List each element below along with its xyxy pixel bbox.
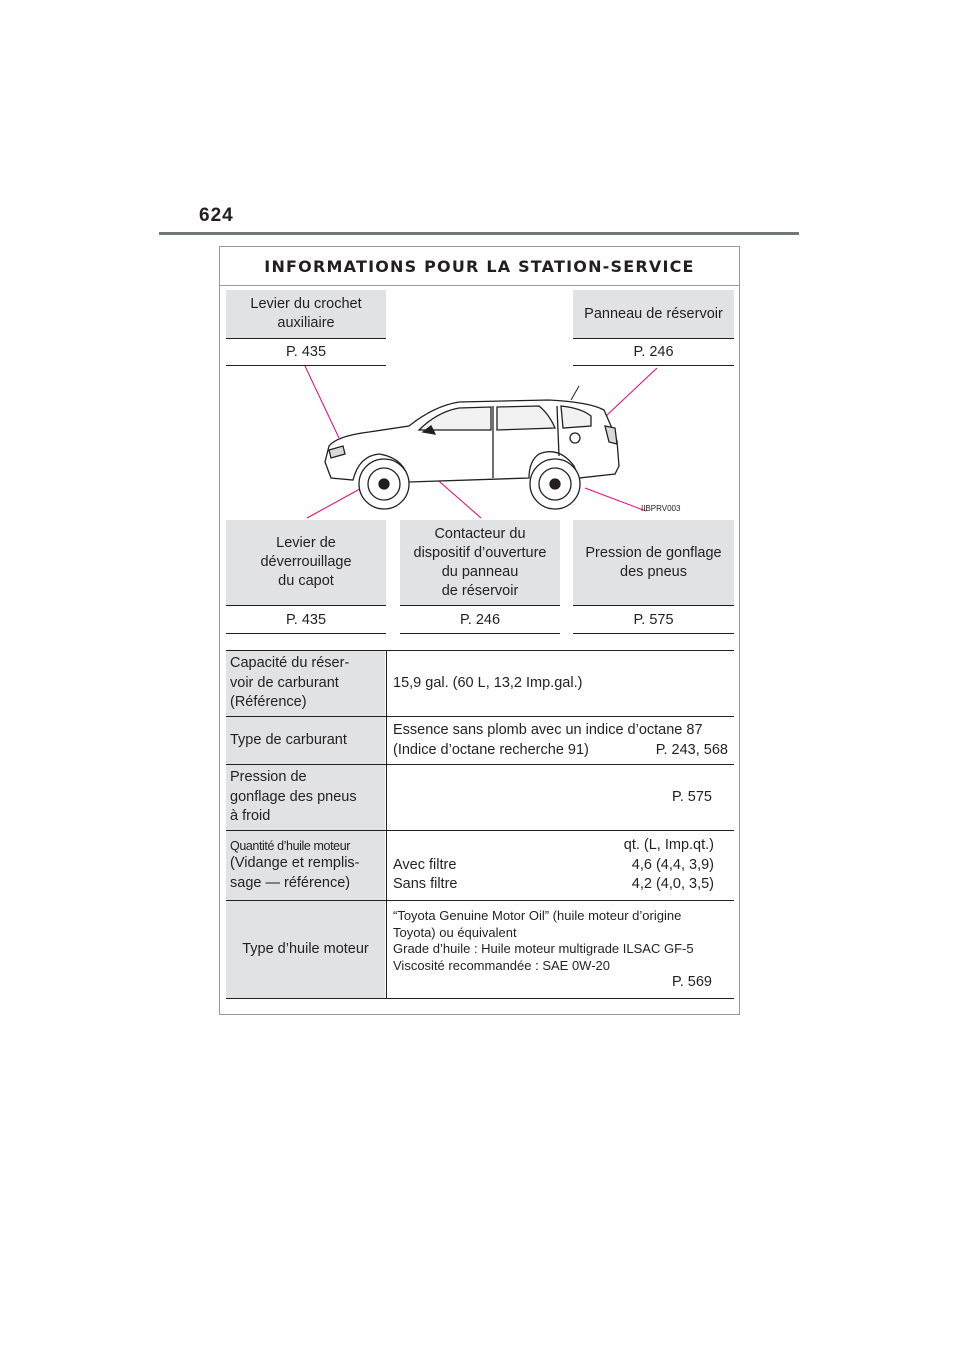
header-rule [159, 232, 799, 235]
oil-type-page: P. 569 [671, 974, 712, 991]
oil-without-filter-value: 4,2 (4,0, 3,5) [631, 876, 714, 893]
oil-with-filter-value: 4,6 (4,4, 3,9) [631, 856, 714, 873]
callout-fuel-door-label: Panneau de réservoir [573, 290, 734, 338]
car-body [325, 386, 619, 509]
tire-pressure-label: Pression de gonflage des pneus à froid [226, 765, 386, 830]
callout-tire-pressure-page: P. 575 [573, 606, 734, 634]
fuel-type-value-line2: (Indice d’octane recherche 91) [393, 741, 589, 758]
fuel-type-page: P. 243, 568 [655, 741, 728, 758]
oil-without-filter-label: Sans filtre [393, 876, 458, 893]
table-row-fuel-capacity [226, 651, 734, 717]
table-row-fuel-type [226, 717, 734, 765]
tire-pressure-page: P. 575 [671, 788, 712, 805]
frame-title: INFORMATIONS POUR LA STATION-SERVICE [264, 256, 695, 276]
oil-with-filter-label: Avec filtre [393, 856, 457, 873]
callout-tire-pressure-label: Pression de gonflage des pneus [573, 520, 734, 606]
oil-type-line2: Toyota) ou équivalent [393, 924, 517, 940]
spec-table [226, 650, 734, 999]
oil-type-label: Type d’huile moteur [226, 901, 386, 998]
callout-hook-lever-label: Levier du crochet auxiliaire [226, 290, 386, 338]
table-row-oil-quantity [226, 831, 734, 901]
fuel-capacity-label: Capacité du réser- voir de carburant (Référence) [226, 651, 386, 716]
oil-type-line1: “Toyota Genuine Motor Oil” (huile moteur d’origine [393, 908, 682, 924]
page-number: 624 [199, 205, 234, 226]
oil-type-line3: Grade d’huile : Huile moteur multigrade ILSAC GF-5 [393, 941, 694, 957]
fuel-type-label: Type de carburant [226, 717, 386, 764]
table-row-tire-pressure [226, 765, 734, 831]
callout-hood-release-page: P. 435 [226, 606, 386, 634]
oil-quantity-label: (Vidange et remplis- sage — référence) [230, 855, 360, 891]
table-row-oil-type [226, 901, 734, 999]
callout-fuel-door-switch-page: P. 246 [400, 606, 560, 634]
oil-quantity-label-title: Quantité d’huile moteur [230, 838, 351, 853]
frame-title-bar [220, 247, 739, 286]
callout-hood-release-label: Levier de déverrouillage du capot [226, 520, 386, 606]
fuel-type-value-line1: Essence sans plomb avec un indice d’octane 87 [393, 722, 703, 738]
figure-code: IIBPRV003 [641, 504, 681, 513]
callout-fuel-door-switch-label: Contacteur du dispositif d’ouverture du panneau de réservoir [400, 520, 560, 606]
oil-quantity-unit: qt. (L, Imp.qt.) [623, 837, 714, 854]
oil-type-line4: Viscosité recommandée : SAE 0W-20 [393, 957, 611, 973]
callout-fuel-door-page: P. 246 [573, 338, 734, 366]
fuel-capacity-value: 15,9 gal. (60 L, 13,2 Imp.gal.) [393, 674, 583, 691]
callout-hook-lever-page: P. 435 [226, 338, 386, 366]
vehicle-illustration [219, 366, 740, 526]
